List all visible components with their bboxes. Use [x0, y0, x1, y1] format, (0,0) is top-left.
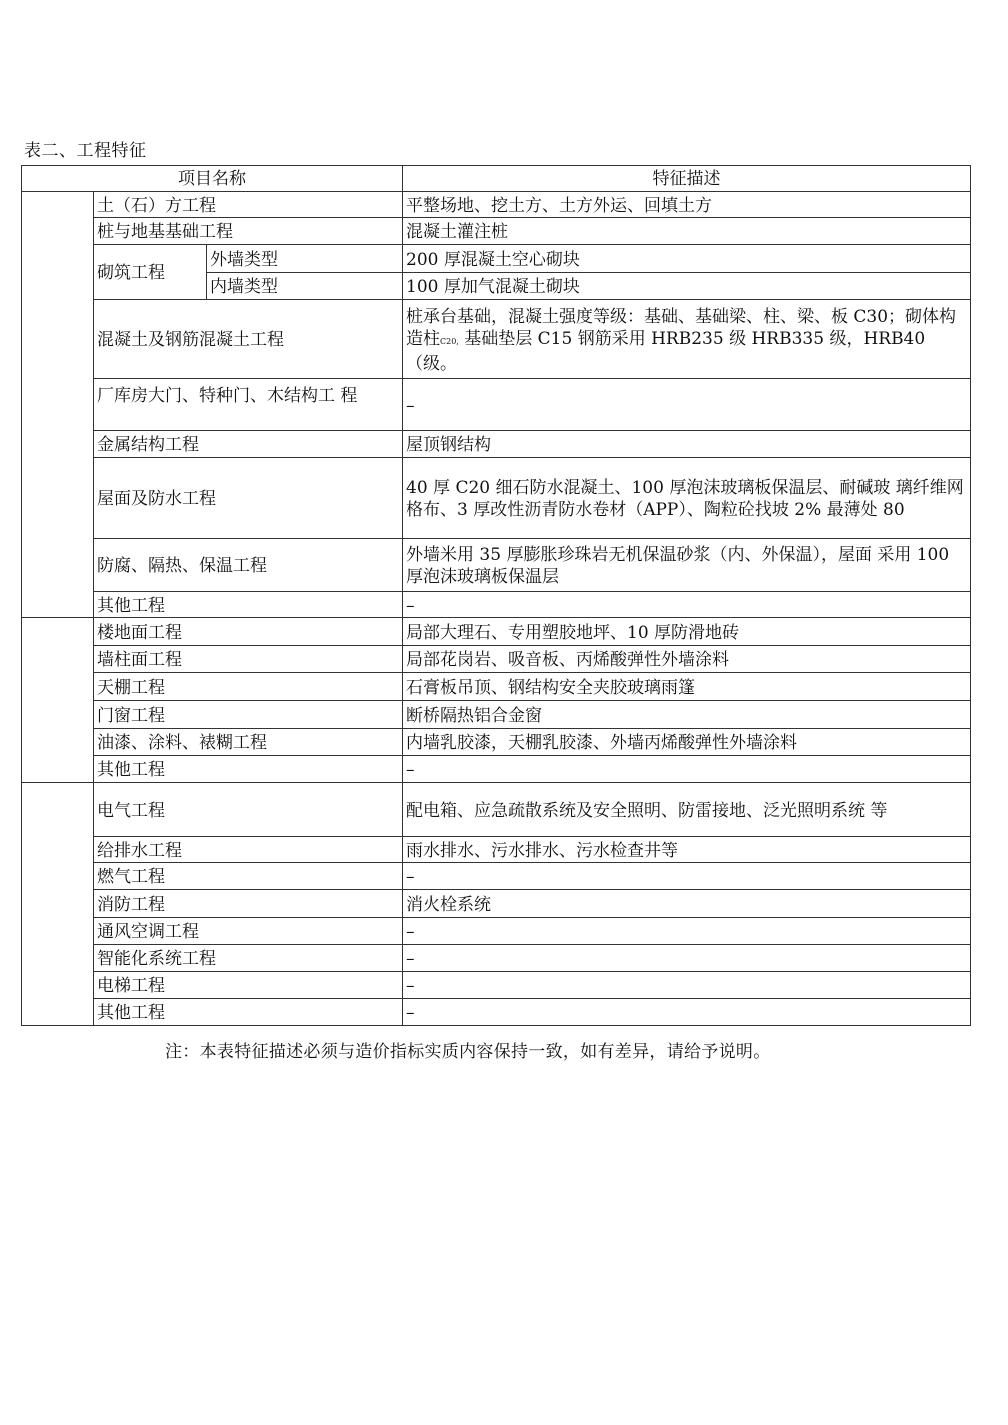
item-name: 屋面及防水工程: [94, 458, 403, 539]
item-description: 混凝土灌注桩: [403, 218, 971, 245]
group-cell-decoration: [22, 618, 94, 783]
item-name: 其他工程: [94, 756, 403, 783]
item-subtype-exterior-wall: 外墙类型: [207, 245, 403, 273]
header-feature-description: 特征描述: [403, 166, 971, 192]
table-row: [22, 618, 971, 646]
item-name: 天棚工程: [94, 673, 403, 701]
table-row: [22, 300, 971, 379]
item-name: 燃气工程: [94, 863, 403, 890]
item-description: 局部大理石、专用塑胶地坪、10 厚防滑地砖: [403, 618, 971, 646]
item-description: 200 厚混凝土空心砌块: [403, 245, 971, 273]
item-description: 40 厚 C20 细石防水混凝土、100 厚泡沫玻璃板保温层、耐碱玻 璃纤维网格布、3 厚改性沥青防水卷材（APP）、陶粒砼找坡 2% 最薄处 80: [403, 458, 971, 539]
item-description: 平整场地、挖土方、土方外运、回填土方: [403, 192, 971, 218]
page-title: 表二、工程特征: [24, 141, 147, 161]
table-row: [22, 890, 971, 918]
item-description: –: [403, 756, 971, 783]
description-subscript: C20,: [440, 336, 459, 346]
item-description: 内墙乳胶漆，天棚乳胶漆、外墙丙烯酸弹性外墙涂料: [403, 729, 971, 756]
item-name: 厂库房大门、特种门、木结构工 程: [94, 379, 403, 431]
item-description: 断桥隔热铝合金窗: [403, 701, 971, 729]
item-name: 电气工程: [94, 783, 403, 837]
item-name: 楼地面工程: [94, 618, 403, 646]
table-row: [22, 729, 971, 756]
item-name: 其他工程: [94, 592, 403, 618]
item-description: 100 厚加气混凝土砌块: [403, 273, 971, 300]
item-name: 混凝土及钢筋混凝土工程: [94, 300, 403, 379]
table-row: [22, 458, 971, 539]
table-row: [22, 673, 971, 701]
table-row: [22, 863, 971, 890]
item-name: 消防工程: [94, 890, 403, 918]
item-name: 土（石）方工程: [94, 192, 403, 218]
item-name: 其他工程: [94, 999, 403, 1026]
item-name: 墙柱面工程: [94, 646, 403, 673]
table-row: [22, 218, 971, 245]
item-description: 局部花岗岩、吸音板、丙烯酸弹性外墙涂料: [403, 646, 971, 673]
table-row: [22, 972, 971, 999]
table-row: [22, 539, 971, 592]
item-description: 配电箱、应急疏散系统及安全照明、防雷接地、泛光照明系统 等: [403, 783, 971, 837]
table-row: [22, 646, 971, 673]
description-text: 桩承台基础，混凝土强度等级：基础、基础梁、柱、梁、板 C30；砌体构造柱: [406, 306, 957, 349]
item-description: 外墙米用 35 厚膨胀珍珠岩无机保温砂浆（内、外保温），屋面 采用 100 厚泡沫玻璃板保温层: [403, 539, 971, 592]
table-row: [22, 756, 971, 783]
footnote: 注：本表特征描述必须与造价指标实质内容保持一致，如有差异，请给予说明。: [165, 1042, 771, 1062]
table-row: [22, 837, 971, 863]
table-row: [22, 379, 971, 431]
item-name: 砌筑工程: [94, 245, 207, 300]
table-row: [22, 592, 971, 618]
item-name: 金属结构工程: [94, 431, 403, 458]
group-cell-structure: [22, 192, 94, 618]
table-row: [22, 783, 971, 837]
item-description: 消火栓系统: [403, 890, 971, 918]
item-description: –: [403, 945, 971, 972]
item-subtype-interior-wall: 内墙类型: [207, 273, 403, 300]
item-name: 电梯工程: [94, 972, 403, 999]
engineering-features-table: [21, 165, 971, 1026]
table-row: [22, 245, 971, 273]
item-description: 屋顶钢结构: [403, 431, 971, 458]
item-name: 防腐、隔热、保温工程: [94, 539, 403, 592]
item-name: 通风空调工程: [94, 918, 403, 945]
table-row: [22, 918, 971, 945]
table-row: [22, 945, 971, 972]
table-row: [22, 999, 971, 1026]
table-header-row: [22, 166, 971, 192]
description-text: 基础垫层 C15 钢筋采用 HRB235 级 HRB335 级，HRB40（级。: [406, 328, 926, 374]
item-description: –: [403, 918, 971, 945]
table-row: [22, 192, 971, 218]
table-row: [22, 701, 971, 729]
item-description: –: [403, 863, 971, 890]
item-name: 智能化系统工程: [94, 945, 403, 972]
item-description: 雨水排水、污水排水、污水检查井等: [403, 837, 971, 863]
item-description: –: [403, 999, 971, 1026]
item-description: [403, 300, 971, 379]
header-project-name: 项目名称: [22, 166, 403, 192]
item-description: –: [403, 972, 971, 999]
item-name: 桩与地基基础工程: [94, 218, 403, 245]
item-description: 石膏板吊顶、钢结构安全夹胶玻璃雨篷: [403, 673, 971, 701]
group-cell-installation: [22, 783, 94, 1026]
item-name: 油漆、涂料、裱糊工程: [94, 729, 403, 756]
item-name: 给排水工程: [94, 837, 403, 863]
item-description: –: [403, 592, 971, 618]
table-row: [22, 431, 971, 458]
item-name: 门窗工程: [94, 701, 403, 729]
item-description: –: [403, 379, 971, 431]
